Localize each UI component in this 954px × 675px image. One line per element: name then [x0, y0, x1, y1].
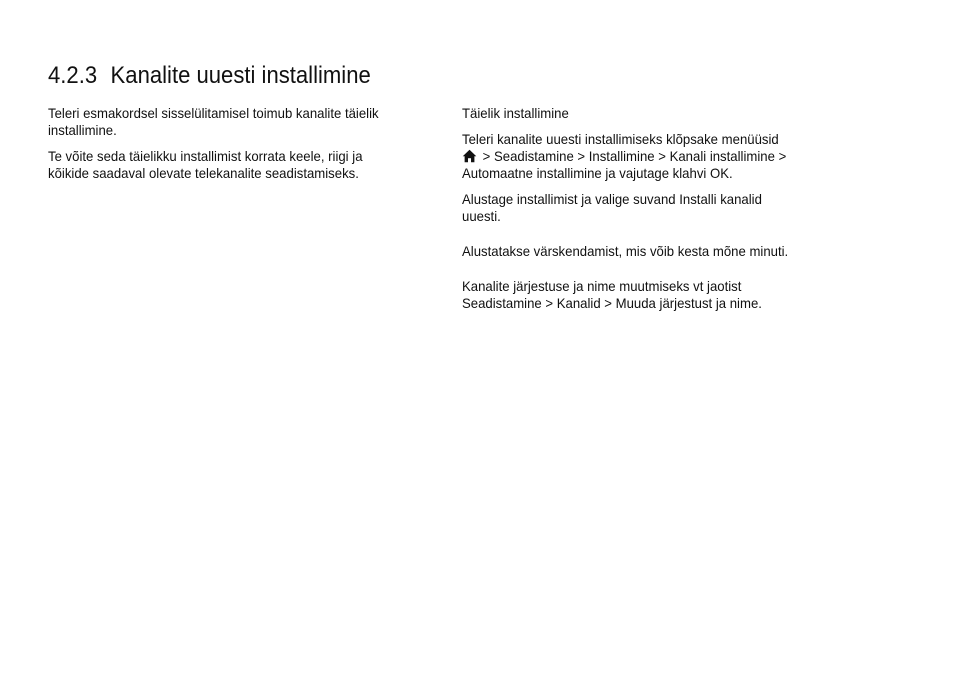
- left-column: [48, 105, 438, 191]
- repeat-line-1: Te võite seda täielikku installimist korrata keele, riigi ja: [48, 148, 363, 164]
- subheading: [462, 105, 819, 122]
- intro-line-1: Teleri esmakordsel sisselülitamisel toimub kanalite täielik: [48, 105, 379, 121]
- reorder-line-2: Seadistamine > Kanalid > Muuda järjestust ja nime.: [462, 295, 762, 311]
- repeat-paragraph: [48, 148, 415, 182]
- menu-path-line-3: Automaatne installimine ja vajutage klahvi OK.: [462, 165, 733, 181]
- update-line-1: Alustatakse värskendamist, mis võib kesta mõne minuti.: [462, 243, 789, 259]
- page-title: [48, 60, 371, 92]
- repeat-line-2: kõikide saadaval olevate telekanalite seadistamiseks.: [48, 165, 359, 181]
- section-title: Kanalite uuesti installimine: [110, 62, 371, 89]
- intro-line-2: installimine.: [48, 122, 117, 138]
- menu-path-paragraph: [462, 131, 819, 182]
- right-column: [462, 105, 842, 321]
- reorder-paragraph: [462, 278, 819, 312]
- start-paragraph: [462, 191, 819, 225]
- home-icon: [462, 149, 477, 163]
- menu-path-line-2-wrapper: [462, 148, 819, 165]
- intro-paragraph: [48, 105, 415, 139]
- update-paragraph: [462, 243, 819, 260]
- subheading-text: Täielik installimine: [462, 105, 569, 121]
- start-line-1: Alustage installimist ja valige suvand Installi kanalid: [462, 191, 762, 207]
- start-line-2: uuesti.: [462, 208, 501, 224]
- reorder-line-1: Kanalite järjestuse ja nime muutmiseks vt jaotist: [462, 278, 742, 294]
- menu-path-line-1: Teleri kanalite uuesti installimiseks klõpsake menüüsid: [462, 131, 779, 147]
- menu-path-line-2: > Seadistamine > Installimine > Kanali installimine >: [482, 148, 787, 164]
- section-number: 4.2.3: [48, 62, 98, 89]
